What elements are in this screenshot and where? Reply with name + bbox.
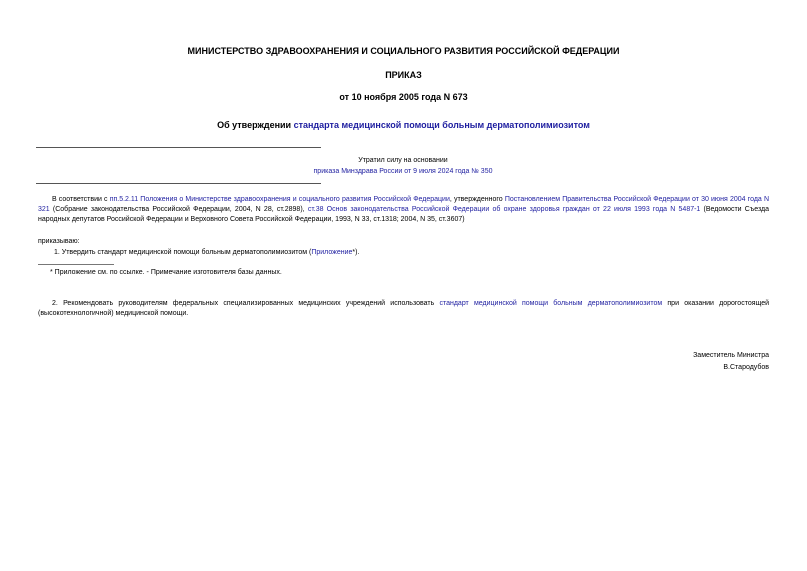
- item-2-standard-link[interactable]: стандарт медицинской помощи больным дерматополимиозитом: [439, 300, 663, 307]
- preamble-text-1: В соответствии с: [52, 196, 110, 203]
- order-word: приказываю:: [38, 238, 80, 245]
- doc-title-prefix: Об утверждении: [217, 120, 294, 130]
- doc-date-number: от 10 ноября 2005 года N 673: [339, 92, 468, 102]
- divider-top: [36, 147, 321, 148]
- footnote-separator: [38, 264, 114, 265]
- preamble-text-4: (Ведомости Съезда народных депутатов Российской Федерации и Верховного Совета Российской Федерации, 1993, N 33, ст.1318; 2004, N 35, ст.3607): [38, 206, 769, 223]
- item-2-text: 2. Рекомендовать руководителям федеральных специализированных медицинских учреждений использовать: [52, 300, 440, 307]
- item-1-suffix: *).: [352, 249, 360, 256]
- item-1-appendix-link[interactable]: Приложение: [311, 249, 353, 256]
- status-note-line1: Утратил силу на основании: [358, 157, 448, 164]
- preamble-text-3: (Собрание законодательства Российской Федерации, 2004, N 28, ст.2898),: [49, 206, 308, 213]
- item-2-suffix: при оказании дорогостоящей (высокотехнологичной) медицинской помощи.: [38, 300, 769, 317]
- preamble-link-resolution[interactable]: Постановлением Правительства Российской Федерации от 30 июня 2004 года N 321: [38, 196, 769, 213]
- item-1: [54, 248, 769, 258]
- doc-type-heading: ПРИКАЗ: [385, 70, 422, 80]
- item-2: [38, 299, 769, 319]
- preamble-link-regulation[interactable]: пп.5.2.11 Положения о Министерстве здравоохранения и социального развития Российской Федерации: [109, 196, 450, 203]
- divider-bottom: [36, 183, 321, 184]
- item-1-text: 1. Утвердить стандарт медицинской помощи больным дерматополимиозитом (: [54, 249, 312, 256]
- doc-title: [0, 120, 807, 130]
- preamble-link-law[interactable]: ст.38 Основ законодательства Российской Федерации об охране здоровья граждан от 22 июля 1993 года N 5487-1: [307, 206, 701, 213]
- signature-position: Заместитель Министра: [693, 352, 769, 359]
- ministry-heading: МИНИСТЕРСТВО ЗДРАВООХРАНЕНИЯ И СОЦИАЛЬНОГО РАЗВИТИЯ РОССИЙСКОЙ ФЕДЕРАЦИИ: [187, 46, 620, 56]
- signature-name: В.Стародубов: [723, 364, 769, 371]
- preamble-paragraph: [38, 195, 769, 225]
- doc-title-link[interactable]: стандарта медицинской помощи больным дерматополимиозитом: [293, 120, 590, 130]
- footnote: * Приложение см. по ссылке. - Примечание изготовителя базы данных.: [50, 269, 282, 276]
- preamble-text-2: , утвержденного: [449, 196, 505, 203]
- status-note-link[interactable]: приказа Минздрава России от 9 июля 2024 года № 350: [313, 168, 493, 175]
